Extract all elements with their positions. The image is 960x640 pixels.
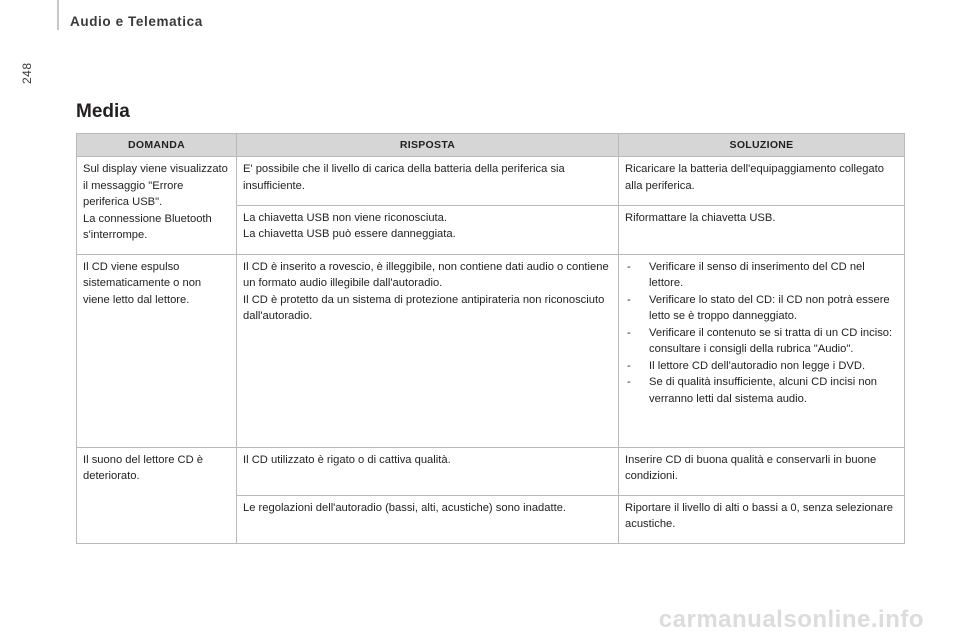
question-cell: Il CD viene espulso sistematicamente o non viene letto dal lettore. [77, 254, 237, 447]
watermark: carmanualsonline.info [658, 606, 924, 633]
answer-cell: Il CD è inserito a rovescio, è illeggibile, non contiene dati audio o contiene un formato audio illegibile dall'autoradio. Il CD è protetto da un sistema di protezione antipirateria non riconosciuto dall'autoradio. [237, 254, 619, 447]
list-item: - Verificare lo stato del CD: il CD non potrà essere letto se è troppo danneggiato. [625, 292, 898, 325]
answer-cell: Il CD utilizzato è rigato o di cattiva qualità. [237, 447, 619, 495]
page-number: 248 [20, 62, 34, 84]
answer-cell: E' possibile che il livello di carica della batteria della periferica sia insufficiente. [237, 157, 619, 206]
column-header-risposta: RISPOSTA [237, 134, 619, 157]
solution-cell [619, 254, 905, 447]
section-title: Media [76, 101, 130, 122]
question-cell: Il suono del lettore CD è deteriorato. [77, 447, 237, 543]
table-header-row [77, 134, 905, 157]
list-item: - Il lettore CD dell'autoradio non legge i DVD. [625, 358, 898, 375]
solution-cell: Ricaricare la batteria dell'equipaggiamento collegato alla periferica. [619, 157, 905, 206]
list-item: - Verificare il senso di inserimento del CD nel lettore. [625, 259, 898, 292]
table-row [77, 254, 905, 447]
solution-list [625, 259, 898, 408]
solution-cell: Riportare il livello di alti o bassi a 0, senza selezionare acustiche. [619, 495, 905, 543]
answer-cell: Le regolazioni dell'autoradio (bassi, alti, acustiche) sono inadatte. [237, 495, 619, 543]
solution-cell: Riformattare la chiavetta USB. [619, 205, 905, 254]
table-row [77, 157, 905, 206]
solution-cell: Inserire CD di buona qualità e conservarli in buone condizioni. [619, 447, 905, 495]
column-header-soluzione: SOLUZIONE [619, 134, 905, 157]
list-item: - Verificare il contenuto se si tratta di un CD inciso: consultare i consigli della rubrica "Audio". [625, 325, 898, 358]
list-item: - Se di qualità insufficiente, alcuni CD incisi non verranno letti dal sistema audio. [625, 374, 898, 407]
table-row [77, 447, 905, 495]
troubleshooting-table [76, 133, 905, 544]
answer-cell: La chiavetta USB non viene riconosciuta. La chiavetta USB può essere danneggiata. [237, 205, 619, 254]
header-accent-bar [57, 0, 59, 30]
chapter-title: Audio e Telematica [70, 14, 203, 29]
question-cell: Sul display viene visualizzato il messaggio "Errore periferica USB". La connessione Bluetooth s'interrompe. [77, 157, 237, 255]
column-header-domanda: DOMANDA [77, 134, 237, 157]
